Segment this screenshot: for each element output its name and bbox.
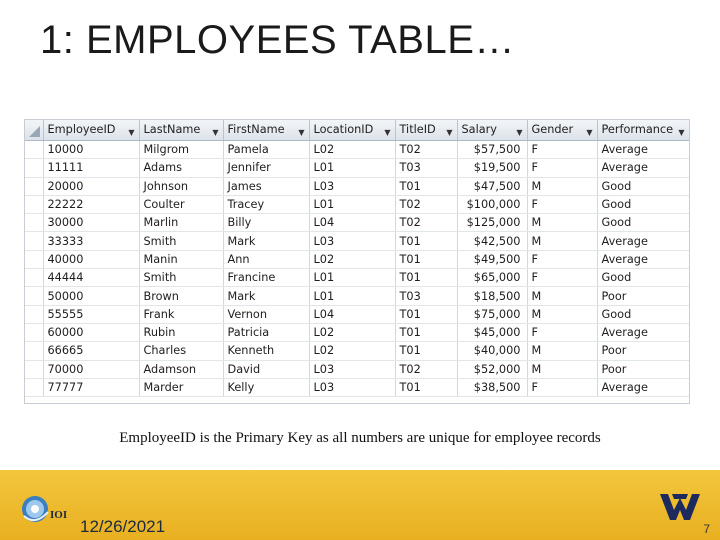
cell-lastname[interactable]: Adams <box>139 159 223 177</box>
cell-salary[interactable]: $18,500 <box>457 287 527 305</box>
row-selector[interactable] <box>25 342 43 360</box>
column-header-titleid[interactable] <box>395 120 457 141</box>
cell-lastname[interactable]: Marder <box>139 378 223 396</box>
cell-titleid[interactable]: T01 <box>395 232 457 250</box>
cell-gender[interactable]: M <box>527 342 597 360</box>
table-row[interactable] <box>25 378 689 396</box>
cell-employeeid[interactable]: 11111 <box>43 159 139 177</box>
column-header-label: TitleID <box>399 123 436 136</box>
column-header-label: EmployeeID <box>47 123 116 136</box>
cell-firstname[interactable]: Billy <box>223 214 309 232</box>
cell-performance[interactable]: Average <box>597 250 689 268</box>
cell-performance[interactable]: Average <box>597 378 689 396</box>
cell-gender[interactable]: M <box>527 287 597 305</box>
column-header-firstname[interactable] <box>223 120 309 141</box>
cell-employeeid[interactable]: 22222 <box>43 195 139 213</box>
cell-lastname[interactable]: Rubin <box>139 323 223 341</box>
select-all-icon <box>29 126 40 137</box>
table-row[interactable] <box>25 269 689 287</box>
cell-lastname[interactable]: Marlin <box>139 214 223 232</box>
cell-locationid[interactable]: L02 <box>309 342 395 360</box>
cell-lastname[interactable]: Frank <box>139 305 223 323</box>
cell-lastname[interactable]: Smith <box>139 269 223 287</box>
chevron-down-icon[interactable]: ▼ <box>384 128 391 137</box>
cell-firstname[interactable]: Mark <box>223 232 309 250</box>
cell-gender[interactable]: F <box>527 195 597 213</box>
cell-employeeid[interactable]: 55555 <box>43 305 139 323</box>
table-row[interactable] <box>25 177 689 195</box>
cell-employeeid[interactable]: 20000 <box>43 177 139 195</box>
cell-gender[interactable]: M <box>527 305 597 323</box>
cell-titleid[interactable]: T01 <box>395 250 457 268</box>
table-row[interactable] <box>25 159 689 177</box>
cell-locationid[interactable]: L03 <box>309 232 395 250</box>
cell-titleid[interactable]: T02 <box>395 214 457 232</box>
column-header-lastname[interactable] <box>139 120 223 141</box>
cell-locationid[interactable]: L01 <box>309 195 395 213</box>
slide-title: 1: EMPLOYEES TABLE… <box>40 18 515 62</box>
table-row[interactable] <box>25 250 689 268</box>
cell-gender[interactable]: M <box>527 177 597 195</box>
cell-employeeid[interactable]: 77777 <box>43 378 139 396</box>
table-row[interactable] <box>25 195 689 213</box>
cell-locationid[interactable]: L02 <box>309 141 395 159</box>
cell-employeeid[interactable]: 60000 <box>43 323 139 341</box>
column-header-label: Gender <box>531 123 574 136</box>
cell-lastname[interactable]: Johnson <box>139 177 223 195</box>
cell-salary[interactable]: $38,500 <box>457 378 527 396</box>
cell-performance[interactable]: Good <box>597 305 689 323</box>
cell-gender[interactable]: M <box>527 360 597 378</box>
cell-employeeid[interactable]: 50000 <box>43 287 139 305</box>
cell-firstname[interactable]: Jennifer <box>223 159 309 177</box>
cell-titleid[interactable]: T01 <box>395 342 457 360</box>
cell-locationid[interactable]: L03 <box>309 360 395 378</box>
row-selector[interactable] <box>25 195 43 213</box>
cell-firstname[interactable]: Pamela <box>223 141 309 159</box>
chevron-down-icon[interactable]: ▼ <box>586 128 593 137</box>
cell-lastname[interactable]: Charles <box>139 342 223 360</box>
cell-firstname[interactable]: Kelly <box>223 378 309 396</box>
column-header-employeeid[interactable] <box>43 120 139 141</box>
cell-locationid[interactable]: L02 <box>309 250 395 268</box>
cell-employeeid[interactable]: 70000 <box>43 360 139 378</box>
row-selector[interactable] <box>25 214 43 232</box>
cell-locationid[interactable]: L04 <box>309 214 395 232</box>
cell-firstname[interactable]: Ann <box>223 250 309 268</box>
chevron-down-icon[interactable]: ▼ <box>446 128 453 137</box>
cell-locationid[interactable]: L01 <box>309 269 395 287</box>
row-selector[interactable] <box>25 141 43 159</box>
cell-employeeid[interactable]: 44444 <box>43 269 139 287</box>
cell-performance[interactable]: Good <box>597 177 689 195</box>
cell-firstname[interactable]: Mark <box>223 287 309 305</box>
cell-lastname[interactable]: Manin <box>139 250 223 268</box>
cell-titleid[interactable]: T02 <box>395 141 457 159</box>
column-header-label: FirstName <box>227 123 285 136</box>
cell-locationid[interactable]: L01 <box>309 159 395 177</box>
column-header-label: LastName <box>143 123 201 136</box>
cell-employeeid[interactable]: 40000 <box>43 250 139 268</box>
cell-gender[interactable]: M <box>527 232 597 250</box>
cell-salary[interactable]: $57,500 <box>457 141 527 159</box>
cell-performance[interactable]: Poor <box>597 360 689 378</box>
cell-lastname[interactable]: Brown <box>139 287 223 305</box>
cell-salary[interactable]: $100,000 <box>457 195 527 213</box>
cell-firstname[interactable]: Francine <box>223 269 309 287</box>
cell-performance[interactable]: Good <box>597 195 689 213</box>
cell-titleid[interactable]: T01 <box>395 378 457 396</box>
cell-performance[interactable]: Good <box>597 269 689 287</box>
cell-firstname[interactable]: Kenneth <box>223 342 309 360</box>
cell-salary[interactable]: $47,500 <box>457 177 527 195</box>
employees-table <box>25 120 690 397</box>
table-row[interactable] <box>25 342 689 360</box>
cell-lastname[interactable]: Smith <box>139 232 223 250</box>
cell-lastname[interactable]: Adamson <box>139 360 223 378</box>
row-selector[interactable] <box>25 305 43 323</box>
column-header-performance[interactable] <box>597 120 689 141</box>
cell-lastname[interactable]: Milgrom <box>139 141 223 159</box>
table-body <box>25 141 689 397</box>
cell-performance[interactable]: Poor <box>597 342 689 360</box>
select-all-corner[interactable] <box>25 120 43 141</box>
cell-performance[interactable]: Average <box>597 159 689 177</box>
column-header-label: Performance <box>601 123 674 136</box>
row-selector[interactable] <box>25 378 43 396</box>
row-selector[interactable] <box>25 269 43 287</box>
cell-gender[interactable]: M <box>527 214 597 232</box>
cell-gender[interactable]: F <box>527 378 597 396</box>
column-header-gender[interactable] <box>527 120 597 141</box>
cell-salary[interactable]: $65,000 <box>457 269 527 287</box>
cell-firstname[interactable]: David <box>223 360 309 378</box>
row-selector[interactable] <box>25 323 43 341</box>
row-selector[interactable] <box>25 360 43 378</box>
cell-firstname[interactable]: Tracey <box>223 195 309 213</box>
column-header-locationid[interactable] <box>309 120 395 141</box>
cell-performance[interactable]: Average <box>597 323 689 341</box>
ioi-logo-text: IOI <box>50 509 68 521</box>
cell-locationid[interactable]: L01 <box>309 287 395 305</box>
row-selector[interactable] <box>25 159 43 177</box>
cell-performance[interactable]: Average <box>597 141 689 159</box>
cell-locationid[interactable]: L03 <box>309 177 395 195</box>
table-row[interactable] <box>25 287 689 305</box>
cell-locationid[interactable]: L03 <box>309 378 395 396</box>
wvu-logo-icon <box>660 490 700 522</box>
cell-titleid[interactable]: T01 <box>395 177 457 195</box>
cell-gender[interactable]: F <box>527 269 597 287</box>
cell-titleid[interactable]: T02 <box>395 195 457 213</box>
table-row[interactable] <box>25 214 689 232</box>
cell-salary[interactable]: $52,000 <box>457 360 527 378</box>
cell-salary[interactable]: $75,000 <box>457 305 527 323</box>
chevron-down-icon[interactable]: ▼ <box>516 128 523 137</box>
cell-firstname[interactable]: James <box>223 177 309 195</box>
slide-caption: EmployeeID is the Primary Key as all numbers are unique for employee records <box>119 430 601 446</box>
cell-firstname[interactable]: Vernon <box>223 305 309 323</box>
cell-salary[interactable]: $42,500 <box>457 232 527 250</box>
table-row[interactable] <box>25 305 689 323</box>
column-header-salary[interactable] <box>457 120 527 141</box>
cell-titleid[interactable]: T01 <box>395 323 457 341</box>
cell-employeeid[interactable]: 30000 <box>43 214 139 232</box>
cell-titleid[interactable]: T02 <box>395 360 457 378</box>
footer-date: 12/26/2021 <box>80 517 166 536</box>
cell-titleid[interactable]: T01 <box>395 269 457 287</box>
cell-performance[interactable]: Good <box>597 214 689 232</box>
cell-gender[interactable]: F <box>527 141 597 159</box>
cell-gender[interactable]: F <box>527 159 597 177</box>
cell-salary[interactable]: $125,000 <box>457 214 527 232</box>
row-selector[interactable] <box>25 232 43 250</box>
cell-performance[interactable]: Average <box>597 232 689 250</box>
cell-lastname[interactable]: Coulter <box>139 195 223 213</box>
cell-titleid[interactable]: T03 <box>395 159 457 177</box>
chevron-down-icon[interactable]: ▼ <box>212 128 219 137</box>
page-number: 7 <box>703 522 710 536</box>
table-header-row <box>25 120 689 141</box>
cell-employeeid[interactable]: 10000 <box>43 141 139 159</box>
cell-locationid[interactable]: L04 <box>309 305 395 323</box>
column-header-label: LocationID <box>313 123 374 136</box>
footer-bar <box>0 470 720 540</box>
datasheet-view <box>24 119 690 404</box>
table-row[interactable] <box>25 141 689 159</box>
cell-employeeid[interactable]: 66665 <box>43 342 139 360</box>
cell-salary[interactable]: $45,000 <box>457 323 527 341</box>
chevron-down-icon[interactable]: ▼ <box>298 128 305 137</box>
cell-titleid[interactable]: T03 <box>395 287 457 305</box>
chevron-down-icon[interactable]: ▼ <box>128 128 135 137</box>
table-row[interactable] <box>25 360 689 378</box>
cell-salary[interactable]: $40,000 <box>457 342 527 360</box>
cell-locationid[interactable]: L02 <box>309 323 395 341</box>
cell-gender[interactable]: F <box>527 250 597 268</box>
cell-employeeid[interactable]: 33333 <box>43 232 139 250</box>
column-header-label: Salary <box>461 123 497 136</box>
row-selector[interactable] <box>25 250 43 268</box>
ioi-disc-logo-icon <box>20 492 74 526</box>
cell-performance[interactable]: Poor <box>597 287 689 305</box>
cell-gender[interactable]: F <box>527 323 597 341</box>
cell-salary[interactable]: $49,500 <box>457 250 527 268</box>
row-selector[interactable] <box>25 287 43 305</box>
cell-firstname[interactable]: Patricia <box>223 323 309 341</box>
chevron-down-icon[interactable]: ▼ <box>678 128 685 137</box>
table-row[interactable] <box>25 323 689 341</box>
cell-salary[interactable]: $19,500 <box>457 159 527 177</box>
row-selector[interactable] <box>25 177 43 195</box>
cell-titleid[interactable]: T01 <box>395 305 457 323</box>
table-row[interactable] <box>25 232 689 250</box>
